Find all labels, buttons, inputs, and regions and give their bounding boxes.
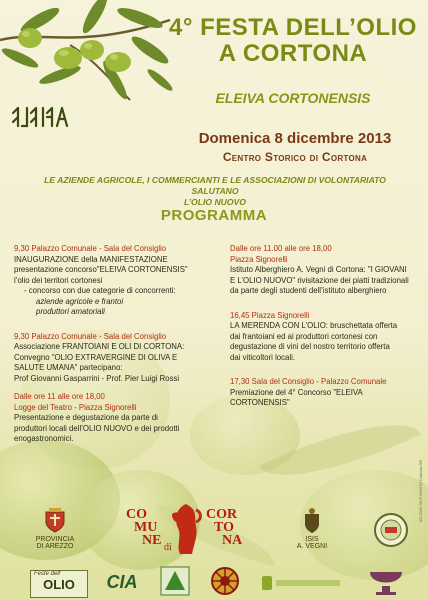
comune-text: MU [134,520,158,535]
event-line: Presentazione e degustazione da parte di [14,413,158,422]
comune-cortona-logo [120,500,250,560]
comune-text: CO [126,507,147,522]
crest-icon [303,508,321,534]
title-line-1: 4° FESTA DELL’OLIO [169,14,417,41]
eleifa-logo-icon [12,105,70,129]
event-line: presentazione concorso"ELEIVA CORTONENSIS" [14,265,188,274]
event-line: l’olio dei territori cortonesi [14,275,103,285]
olive-branch-icon [0,0,175,110]
event-line: Associazione FRANTOIANI E OLI DI CORTONA: [14,342,185,351]
event-line: Prof Giovanni Gasparrini - Prof. Pier Luigi Rossi [14,373,180,383]
feste-olio-logo [30,570,88,598]
program-right-column [230,244,420,417]
cia-logo [102,572,142,593]
event-time-place: 17,30 Sala del Consiglio - Palazzo Comunale [230,377,387,386]
circular-seal-logo [373,512,409,550]
venue-text: Centro Storico di Cortona [222,150,368,164]
bowl-logo [364,566,408,598]
wheel-icon [210,566,240,596]
event-place: Piazza Signorelli [230,254,288,264]
event-time: Dalle ore 11 alle ore 18,00 [14,392,105,401]
event-line: degustazione di vini del nostro territorio offerta [230,342,390,351]
event-line: INAUGURAZIONE della MANIFESTAZIONE [14,254,168,264]
event-time-place: 16,45 Piazza Signorelli [230,310,310,320]
seal-icon [373,512,409,548]
event-time-place: 9,30 Palazzo Comunale - Sala del Consiglio [14,244,167,253]
sponsor-logos [0,500,428,600]
event-line: da parte degli studenti dell’istituto alberghiero [230,286,387,295]
programma-heading: PROGRAMMA [160,207,268,224]
event-line: enogastronomici. [14,434,74,443]
event-line: dai viticoltori locali. [230,352,295,362]
triangle-icon [160,566,190,596]
provincia-arezzo-logo [30,508,80,550]
event-venue [170,150,420,164]
program-event [14,244,214,318]
title-line-2: A CORTONA [218,40,368,67]
event-line: CORTONENSIS" [230,398,290,407]
event-line: SALUTE UMANA" partecipano: [14,363,123,372]
eleifa-logo [12,105,70,129]
intro-line-1: LE AZIENDE AGRICOLE, I COMMERCIANTI E LE ASSOCIAZIONI DI VOLONTARIATO SALUTANO [44,175,386,196]
bowl-icon [364,566,408,596]
program-event [14,392,214,445]
partner-logo [262,574,342,592]
event-line: LA MERENDA CON L’OLIO: bruschettata offerta [230,321,398,330]
provincia-text: DI AREZZO [36,543,74,550]
comune-text: di [164,542,172,553]
isis-text: ISIS [305,536,319,543]
intro-line-2: L’OLIO NUOVO [184,197,246,207]
page-title [168,15,418,67]
comune-text: NE [142,533,162,548]
program-left-column [14,244,214,453]
rotary-wheel-logo [210,566,240,598]
feste-text: OLIO [43,577,75,592]
comune-text: COR [206,507,238,522]
event-line: produttori locali dell’OLIO NUOVO e dei prodotti [14,423,180,433]
event-time-place: 9,30 Palazzo Comunale - Sala del Consiglio [14,331,167,341]
program-event [230,377,420,409]
event-line: dai frantoiani ed ai produttori cortonesi con [230,331,378,341]
event-line: - concorso con due categorie di concorrenti: [24,286,176,295]
isis-vegni-logo [290,508,334,550]
program-event [14,332,214,385]
intro-text [30,175,400,208]
subtitle: ELEIVA CORTONENSIS [215,90,371,106]
event-line: Premiazione del 4° Concorso "ELEIVA [230,387,363,397]
green-triangle-logo [160,566,190,598]
comune-text: NA [222,533,243,548]
event-line: aziende agricole e frantoi [36,296,124,306]
print-code: AD DMX 0575 601578 Cortona GB [418,460,423,523]
event-line: Convegno "OLIO EXTRAVERGINE DI OLIVA E [14,352,178,362]
comune-text: TO [214,520,234,535]
event-date: Domenica 8 dicembre 2013 [198,130,392,147]
event-line: Istituto Alberghiero A. Vegni di Cortona: "I GIOVANI [230,265,407,274]
provincia-text: PROVINCIA [35,536,75,543]
event-time: Dalle ore 11.00 alle ore 18,00 [230,244,332,253]
event-place: Logge del Teatro - Piazza Signorelli [14,402,137,412]
isis-text: A. VEGNI [296,543,328,550]
cia-text: CIA [106,572,138,592]
coat-of-arms-icon [44,508,66,534]
program-event [230,311,420,364]
partner-banner-icon [262,574,342,592]
program-event [230,244,420,297]
lion-emblem-icon [168,500,204,558]
event-line: E L’OLIO NUOVO" rivisitazione dei piatti tradizionali [230,275,409,285]
event-line: produttori amatoriali [36,307,105,316]
feste-text: Feste dell' [34,571,62,577]
